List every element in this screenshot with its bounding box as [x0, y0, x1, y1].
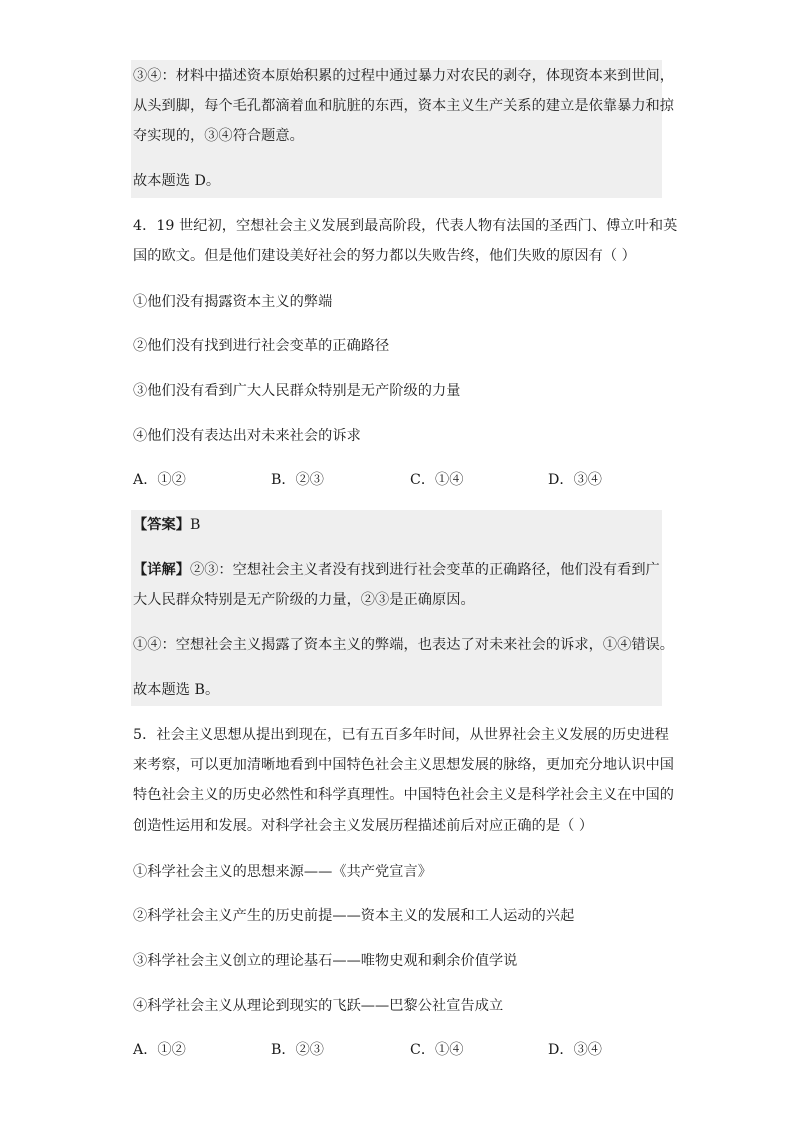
q4-item: ③他们没有看到广大人民群众特别是无产阶级的力量 — [133, 383, 461, 399]
q5-stem-line: 5．社会主义思想从提出到现在，已有五百多年时间，从世界社会主义发展的历史进程 — [133, 727, 669, 743]
answer-tag: 【答案】 — [133, 517, 190, 533]
q4-detail-extra: ①④：空想社会主义揭露了资本主义的弊端，也表达了对未来社会的诉求，①④错误。 — [133, 637, 675, 653]
q5-stem-line: 特色社会主义的历史必然性和科学真理性。中国特色社会主义是科学社会主义在中国的 — [133, 787, 675, 803]
q5-item: ④科学社会主义从理论到现实的飞跃——巴黎公社宣告成立 — [133, 998, 504, 1014]
q4-option-c: C．①④ — [410, 472, 464, 488]
detail-tag: 【详解】 — [133, 562, 190, 578]
q5-option-a: A．①② — [133, 1042, 186, 1058]
q4-option-a: A．①② — [133, 472, 186, 488]
q4-item: ②他们没有找到进行社会变革的正确路径 — [133, 338, 390, 354]
answer-value: B — [189, 517, 201, 533]
q4-stem-line: 国的欧文。但是他们建设美好社会的努力都以失败告终，他们失败的原因有（ ） — [133, 248, 636, 264]
q4-option-b: B．②③ — [271, 472, 324, 488]
q5-option-b: B．②③ — [271, 1042, 324, 1058]
prev-explanation-line: 从头到脚，每个毛孔都滴着血和肮脏的东西，资本主义生产关系的建立是依靠暴力和掠 — [133, 98, 675, 114]
q4-option-d: D．③④ — [548, 472, 602, 488]
detail-text: ②③：空想社会主义者没有找到进行社会变革的正确路径，他们没有看到广 — [189, 562, 660, 578]
q5-stem-line: 创造性运用和发展。对科学社会主义发展历程描述前后对应正确的是（ ） — [133, 818, 594, 834]
q4-detail-line — [133, 560, 660, 580]
q5-option-d: D．③④ — [548, 1042, 602, 1058]
q5-item: ①科学社会主义的思想来源——《共产党宣言》 — [133, 864, 432, 880]
q4-item: ④他们没有表达出对未来社会的诉求 — [133, 428, 361, 444]
prev-conclusion: 故本题选 D。 — [133, 173, 221, 189]
q4-stem-line: 4．19 世纪初，空想社会主义发展到最高阶段，代表人物有法国的圣西门、傅立叶和英 — [133, 218, 678, 234]
q5-item: ②科学社会主义产生的历史前提——资本主义的发展和工人运动的兴起 — [133, 908, 575, 924]
q5-option-c: C．①④ — [410, 1042, 464, 1058]
q4-conclusion: 故本题选 B。 — [133, 682, 220, 698]
prev-explanation-line: 夺实现的，③④符合题意。 — [133, 128, 304, 144]
q4-item: ①他们没有揭露资本主义的弊端 — [133, 294, 333, 310]
prev-explanation-line: ③④：材料中描述资本原始积累的过程中通过暴力对农民的剥夺，体现资本来到世间， — [133, 68, 675, 84]
q4-answer — [133, 515, 200, 535]
q4-detail-line: 大人民群众特别是无产阶级的力量，②③是正确原因。 — [133, 592, 475, 608]
q5-item: ③科学社会主义创立的理论基石——唯物史观和剩余价值学说 — [133, 953, 518, 969]
q5-stem-line: 来考察，可以更加清晰地看到中国特色社会主义思想发展的脉络，更加充分地认识中国 — [133, 757, 675, 773]
